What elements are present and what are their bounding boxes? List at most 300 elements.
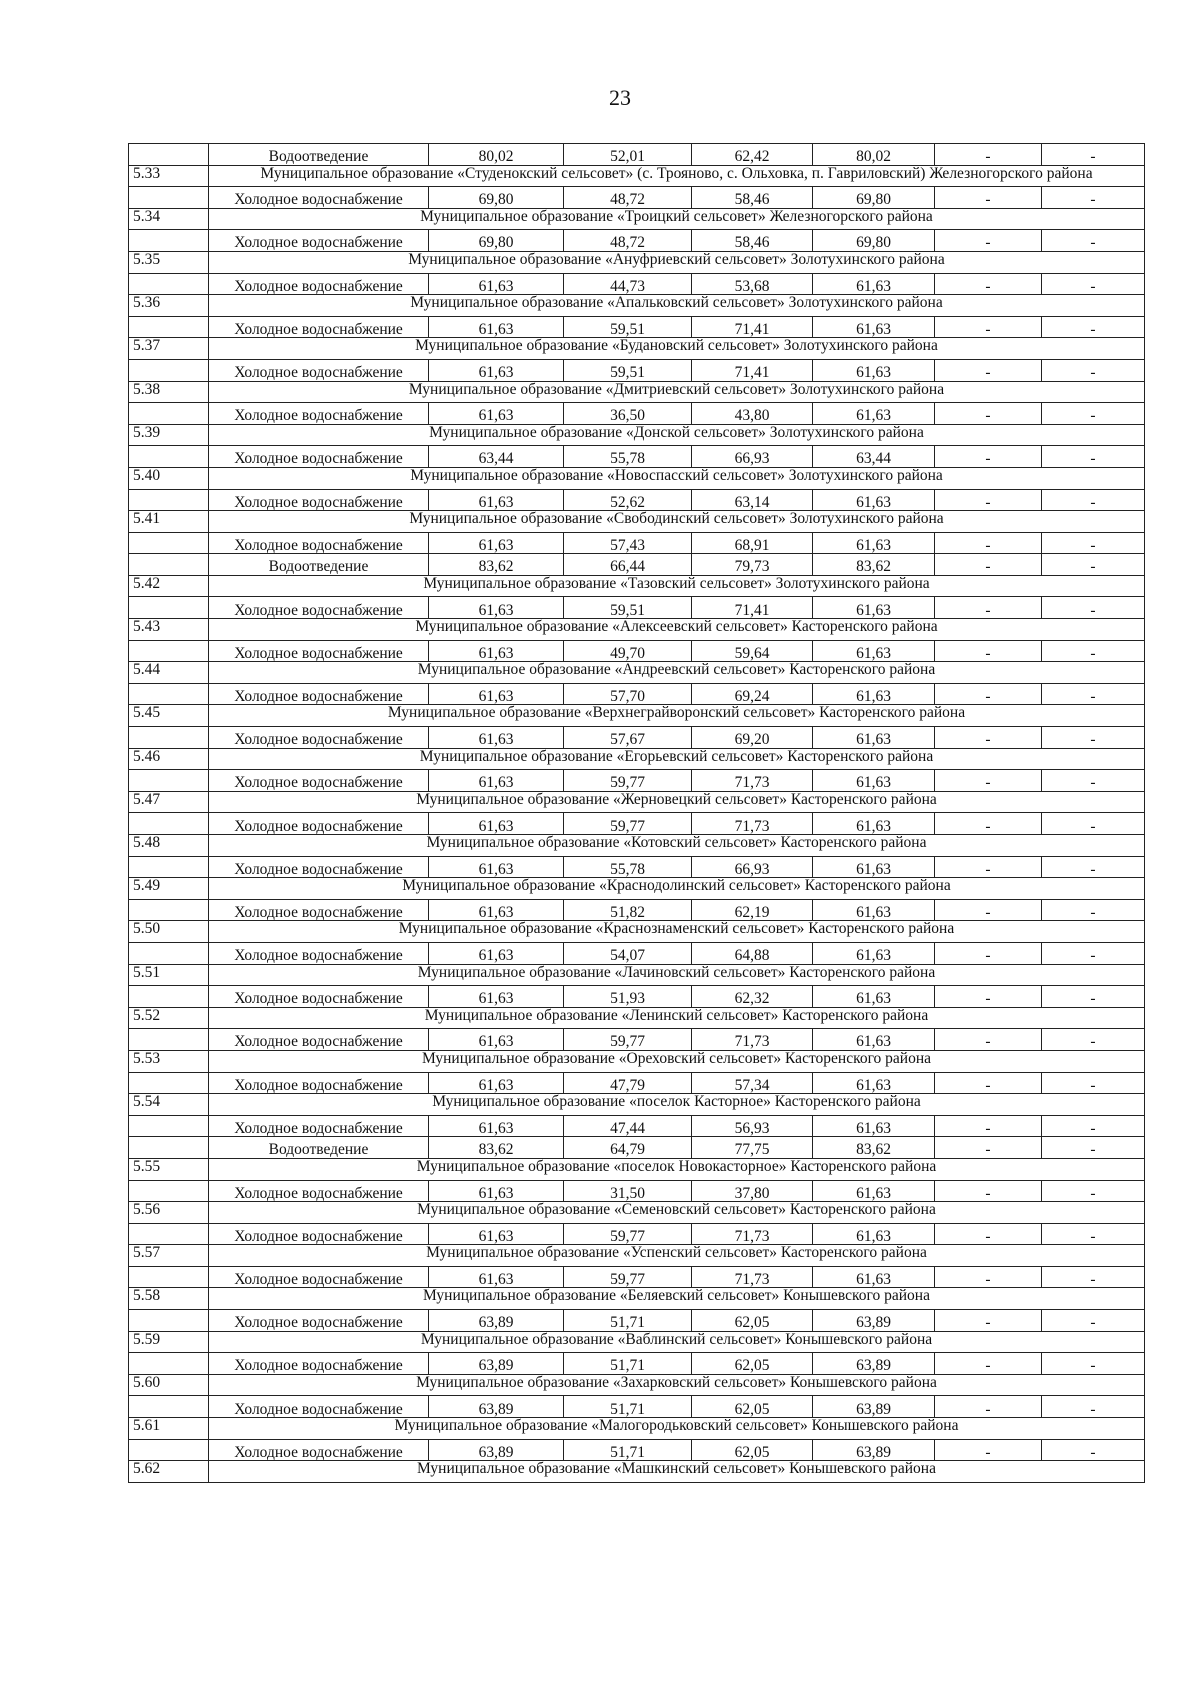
section-header-row [129,1418,1145,1440]
tariff-value: 62,05 [692,1353,813,1375]
municipality-title: Муниципальное образование «Машкинский сельсовет» Конышевского района [209,1461,1145,1483]
empty-value-cell: - [1042,316,1145,338]
section-number: 5.57 [129,1245,209,1267]
tariff-value: 61,63 [429,683,564,705]
tariff-value: 61,63 [429,1223,564,1245]
municipality-title: Муниципальное образование «Егорьевский сельсовет» Касторенского района [209,748,1145,770]
section-header-row [129,381,1145,403]
section-header-row [129,511,1145,533]
service-name: Холодное водоснабжение [209,489,429,511]
tariff-value: 52,01 [564,144,692,166]
table-row [129,770,1145,792]
municipality-title: Муниципальное образование «Жерновецкий сельсовет» Касторенского района [209,791,1145,813]
section-header-row [129,748,1145,770]
table-row [129,144,1145,166]
section-number: 5.34 [129,208,209,230]
tariff-value: 61,63 [429,1072,564,1094]
section-header-row [129,575,1145,597]
tariff-value: 61,63 [429,1266,564,1288]
section-number: 5.54 [129,1094,209,1116]
tariff-value: 71,73 [692,770,813,792]
tariff-value: 79,73 [692,554,813,576]
empty-value-cell: - [1042,813,1145,835]
empty-number-cell [129,230,209,252]
tariff-value: 48,72 [564,187,692,209]
section-header-row [129,295,1145,317]
table-row [129,683,1145,705]
table-row [129,489,1145,511]
municipality-title: Муниципальное образование «Ореховский сельсовет» Касторенского района [209,1050,1145,1072]
section-number: 5.33 [129,165,209,187]
empty-value-cell: - [1042,489,1145,511]
tariff-value: 56,93 [692,1115,813,1137]
section-number: 5.41 [129,511,209,533]
tariff-value: 61,63 [429,813,564,835]
section-header-row [129,1202,1145,1224]
tariff-value: 61,63 [429,273,564,295]
section-number: 5.59 [129,1331,209,1353]
empty-number-cell [129,1310,209,1332]
section-number: 5.60 [129,1374,209,1396]
empty-value-cell: - [1042,856,1145,878]
tariff-value: 31,50 [564,1180,692,1202]
tariff-value: 61,63 [429,1115,564,1137]
section-number: 5.35 [129,251,209,273]
section-header-row [129,1374,1145,1396]
service-name: Холодное водоснабжение [209,230,429,252]
service-name: Холодное водоснабжение [209,770,429,792]
tariff-value: 64,79 [564,1137,692,1159]
tariff-value: 57,43 [564,532,692,554]
tariff-value: 54,07 [564,942,692,964]
empty-value-cell: - [935,230,1042,252]
tariff-value: 61,63 [813,727,935,749]
section-number: 5.37 [129,338,209,360]
empty-value-cell: - [935,597,1042,619]
empty-value-cell: - [935,1115,1042,1137]
tariff-value: 61,63 [813,640,935,662]
tariff-value: 62,05 [692,1310,813,1332]
empty-value-cell: - [935,856,1042,878]
section-header-row [129,1094,1145,1116]
tariff-value: 61,63 [813,316,935,338]
empty-number-cell [129,1396,209,1418]
section-header-row [129,921,1145,943]
tariff-value: 43,80 [692,403,813,425]
empty-number-cell [129,1115,209,1137]
section-number: 5.61 [129,1418,209,1440]
section-number: 5.38 [129,381,209,403]
service-name: Холодное водоснабжение [209,187,429,209]
service-name: Холодное водоснабжение [209,942,429,964]
empty-value-cell: - [1042,1072,1145,1094]
tariff-value: 61,63 [429,640,564,662]
empty-value-cell: - [935,1353,1042,1375]
tariff-value: 37,80 [692,1180,813,1202]
empty-value-cell: - [1042,1115,1145,1137]
empty-value-cell: - [935,1223,1042,1245]
tariff-value: 59,77 [564,1029,692,1051]
tariff-value: 59,77 [564,1223,692,1245]
tariff-value: 59,51 [564,597,692,619]
tariff-value: 63,89 [429,1310,564,1332]
empty-value-cell: - [935,1266,1042,1288]
section-header-row [129,1288,1145,1310]
section-number: 5.43 [129,619,209,641]
table-row [129,1266,1145,1288]
empty-number-cell [129,597,209,619]
empty-value-cell: - [1042,1180,1145,1202]
service-name: Холодное водоснабжение [209,1180,429,1202]
tariff-value: 61,63 [813,986,935,1008]
empty-number-cell [129,187,209,209]
empty-value-cell: - [935,1396,1042,1418]
empty-value-cell: - [1042,986,1145,1008]
tariff-value: 59,77 [564,770,692,792]
tariff-value: 52,62 [564,489,692,511]
municipality-title: Муниципальное образование «Успенский сельсовет» Касторенского района [209,1245,1145,1267]
tariff-value: 61,63 [813,1180,935,1202]
tariff-value: 61,63 [429,532,564,554]
tariff-value: 55,78 [564,446,692,468]
section-number: 5.48 [129,835,209,857]
tariff-value: 51,71 [564,1439,692,1461]
section-header-row [129,878,1145,900]
tariff-value: 61,63 [429,316,564,338]
empty-value-cell: - [935,640,1042,662]
tariff-value: 47,44 [564,1115,692,1137]
empty-value-cell: - [935,489,1042,511]
empty-value-cell: - [1042,359,1145,381]
municipality-title: Муниципальное образование «Студенокский сельсовет» (с. Трояново, с. Ольховка, п. Гавриловский) Железногорского района [209,165,1145,187]
tariff-value: 36,50 [564,403,692,425]
empty-value-cell: - [935,554,1042,576]
municipality-title: Муниципальное образование «Ануфриевский сельсовет» Золотухинского района [209,251,1145,273]
empty-value-cell: - [935,532,1042,554]
empty-number-cell [129,856,209,878]
municipality-title: Муниципальное образование «поселок Новокасторное» Касторенского района [209,1158,1145,1180]
service-name: Холодное водоснабжение [209,316,429,338]
tariff-value: 61,63 [813,532,935,554]
tariff-value: 61,63 [813,489,935,511]
section-number: 5.53 [129,1050,209,1072]
tariff-value: 57,70 [564,683,692,705]
municipality-title: Муниципальное образование «Краснодолинский сельсовет» Касторенского района [209,878,1145,900]
section-header-row [129,1245,1145,1267]
municipality-title: Муниципальное образование «Котовский сельсовет» Касторенского района [209,835,1145,857]
empty-value-cell: - [935,1029,1042,1051]
section-number: 5.44 [129,662,209,684]
municipality-title: Муниципальное образование «Семеновский сельсовет» Касторенского района [209,1202,1145,1224]
tariff-value: 69,80 [429,230,564,252]
empty-value-cell: - [1042,187,1145,209]
tariff-value: 61,63 [813,1223,935,1245]
service-name: Холодное водоснабжение [209,1439,429,1461]
empty-value-cell: - [935,1072,1042,1094]
tariff-value: 47,79 [564,1072,692,1094]
empty-value-cell: - [1042,683,1145,705]
tariff-table-body [129,144,1145,1483]
tariff-value: 63,89 [429,1396,564,1418]
municipality-title: Муниципальное образование «Ваблинский сельсовет» Конышевского района [209,1331,1145,1353]
tariff-value: 61,63 [429,597,564,619]
section-header-row [129,165,1145,187]
service-name: Холодное водоснабжение [209,1029,429,1051]
tariff-value: 61,63 [813,597,935,619]
empty-number-cell [129,1223,209,1245]
service-name: Холодное водоснабжение [209,727,429,749]
section-number: 5.40 [129,467,209,489]
empty-number-cell [129,273,209,295]
section-number: 5.51 [129,964,209,986]
tariff-value: 61,63 [429,489,564,511]
empty-value-cell: - [935,1310,1042,1332]
service-name: Холодное водоснабжение [209,856,429,878]
table-row [129,1115,1145,1137]
tariff-value: 62,32 [692,986,813,1008]
service-name: Холодное водоснабжение [209,359,429,381]
empty-number-cell [129,986,209,1008]
empty-number-cell [129,1029,209,1051]
tariff-value: 66,44 [564,554,692,576]
section-number: 5.58 [129,1288,209,1310]
empty-value-cell: - [935,727,1042,749]
municipality-title: Муниципальное образование «Троицкий сельсовет» Железногорского района [209,208,1145,230]
tariff-value: 61,63 [429,1029,564,1051]
section-number: 5.46 [129,748,209,770]
tariff-value: 63,44 [429,446,564,468]
empty-value-cell: - [1042,1396,1145,1418]
section-header-row [129,424,1145,446]
tariff-value: 63,44 [813,446,935,468]
tariff-value: 62,05 [692,1439,813,1461]
section-header-row [129,338,1145,360]
tariff-value: 51,71 [564,1353,692,1375]
empty-number-cell [129,1353,209,1375]
municipality-title: Муниципальное образование «Беляевский сельсовет» Конышевского района [209,1288,1145,1310]
service-name: Водоотведение [209,144,429,166]
section-header-row [129,835,1145,857]
empty-value-cell: - [935,1439,1042,1461]
table-row [129,187,1145,209]
empty-value-cell: - [1042,1439,1145,1461]
tariff-value: 68,91 [692,532,813,554]
empty-value-cell: - [935,403,1042,425]
municipality-title: Муниципальное образование «Ленинский сельсовет» Касторенского района [209,1007,1145,1029]
empty-number-cell [129,316,209,338]
tariff-value: 71,73 [692,1266,813,1288]
tariff-table [128,143,1145,1483]
tariff-value: 61,63 [429,727,564,749]
empty-value-cell: - [1042,230,1145,252]
table-row [129,899,1145,921]
service-name: Холодное водоснабжение [209,813,429,835]
municipality-title: Муниципальное образование «Андреевский сельсовет» Касторенского района [209,662,1145,684]
service-name: Холодное водоснабжение [209,683,429,705]
service-name: Холодное водоснабжение [209,1353,429,1375]
section-header-row [129,1331,1145,1353]
tariff-value: 63,89 [429,1439,564,1461]
tariff-value: 71,41 [692,359,813,381]
empty-value-cell: - [1042,273,1145,295]
tariff-value: 51,82 [564,899,692,921]
section-header-row [129,1461,1145,1483]
section-number: 5.56 [129,1202,209,1224]
section-number: 5.39 [129,424,209,446]
section-header-row [129,208,1145,230]
section-number: 5.42 [129,575,209,597]
municipality-title: Муниципальное образование «поселок Касторное» Касторенского района [209,1094,1145,1116]
tariff-value: 71,73 [692,1029,813,1051]
empty-value-cell: - [935,446,1042,468]
tariff-value: 44,73 [564,273,692,295]
tariff-value: 61,63 [813,770,935,792]
tariff-value: 64,88 [692,942,813,964]
tariff-value: 53,68 [692,273,813,295]
empty-number-cell [129,1072,209,1094]
table-row [129,446,1145,468]
empty-number-cell [129,727,209,749]
service-name: Холодное водоснабжение [209,1396,429,1418]
table-row [129,554,1145,576]
table-row [129,1310,1145,1332]
municipality-title: Муниципальное образование «Малогородьковский сельсовет» Конышевского района [209,1418,1145,1440]
empty-value-cell: - [1042,144,1145,166]
municipality-title: Муниципальное образование «Дмитриевский сельсовет» Золотухинского района [209,381,1145,403]
empty-value-cell: - [1042,770,1145,792]
table-row [129,1396,1145,1418]
empty-value-cell: - [935,359,1042,381]
service-name: Холодное водоснабжение [209,640,429,662]
tariff-value: 59,77 [564,1266,692,1288]
empty-value-cell: - [1042,1223,1145,1245]
municipality-title: Муниципальное образование «Верхнеграйворонский сельсовет» Касторенского района [209,705,1145,727]
tariff-value: 57,67 [564,727,692,749]
municipality-title: Муниципальное образование «Краснознаменский сельсовет» Касторенского района [209,921,1145,943]
empty-number-cell [129,532,209,554]
empty-number-cell [129,1266,209,1288]
empty-value-cell: - [1042,597,1145,619]
tariff-value: 62,19 [692,899,813,921]
section-header-row [129,1158,1145,1180]
service-name: Водоотведение [209,554,429,576]
page-number: 23 [609,85,631,110]
tariff-value: 63,89 [813,1396,935,1418]
table-row [129,942,1145,964]
tariff-value: 66,93 [692,856,813,878]
tariff-value: 58,46 [692,230,813,252]
empty-value-cell: - [935,986,1042,1008]
tariff-value: 62,05 [692,1396,813,1418]
empty-value-cell: - [935,899,1042,921]
municipality-title: Муниципальное образование «Захарковский сельсовет» Конышевского района [209,1374,1145,1396]
tariff-value: 69,80 [429,187,564,209]
tariff-value: 69,80 [813,187,935,209]
tariff-value: 63,89 [429,1353,564,1375]
municipality-title: Муниципальное образование «Свободинский сельсовет» Золотухинского района [209,511,1145,533]
municipality-title: Муниципальное образование «Тазовский сельсовет» Золотухинского района [209,575,1145,597]
service-name: Холодное водоснабжение [209,403,429,425]
empty-number-cell [129,813,209,835]
tariff-value: 59,64 [692,640,813,662]
tariff-value: 61,63 [429,856,564,878]
tariff-value: 63,89 [813,1439,935,1461]
section-header-row [129,964,1145,986]
empty-value-cell: - [1042,532,1145,554]
tariff-value: 62,42 [692,144,813,166]
section-header-row [129,619,1145,641]
tariff-value: 61,63 [813,1029,935,1051]
tariff-value: 61,63 [813,359,935,381]
tariff-value: 83,62 [429,554,564,576]
municipality-title: Муниципальное образование «Апальковский сельсовет» Золотухинского района [209,295,1145,317]
empty-value-cell: - [1042,403,1145,425]
tariff-value: 51,71 [564,1396,692,1418]
service-name: Холодное водоснабжение [209,446,429,468]
service-name: Холодное водоснабжение [209,1310,429,1332]
tariff-value: 48,72 [564,230,692,252]
table-row [129,230,1145,252]
section-number: 5.47 [129,791,209,813]
table-row [129,1180,1145,1202]
tariff-value: 61,63 [429,986,564,1008]
empty-number-cell [129,770,209,792]
tariff-value: 49,70 [564,640,692,662]
empty-value-cell: - [935,187,1042,209]
tariff-value: 59,51 [564,316,692,338]
empty-number-cell [129,942,209,964]
tariff-value: 61,63 [429,1180,564,1202]
tariff-value: 61,63 [813,1115,935,1137]
empty-number-cell [129,554,209,576]
section-number: 5.55 [129,1158,209,1180]
tariff-value: 61,63 [813,942,935,964]
municipality-title: Муниципальное образование «Новоспасский сельсовет» Золотухинского района [209,467,1145,489]
tariff-value: 61,63 [429,359,564,381]
service-name: Холодное водоснабжение [209,1115,429,1137]
tariff-value: 61,63 [813,683,935,705]
empty-value-cell: - [1042,446,1145,468]
table-row [129,813,1145,835]
table-row [129,359,1145,381]
tariff-value: 69,80 [813,230,935,252]
tariff-value: 63,14 [692,489,813,511]
municipality-title: Муниципальное образование «Донской сельсовет» Золотухинского района [209,424,1145,446]
empty-value-cell: - [935,273,1042,295]
table-row [129,532,1145,554]
tariff-value: 63,89 [813,1353,935,1375]
empty-number-cell [129,359,209,381]
table-row [129,640,1145,662]
section-number: 5.49 [129,878,209,900]
service-name: Холодное водоснабжение [209,1072,429,1094]
tariff-value: 71,73 [692,813,813,835]
service-name: Холодное водоснабжение [209,597,429,619]
tariff-value: 80,02 [813,144,935,166]
tariff-value: 55,78 [564,856,692,878]
tariff-value: 59,77 [564,813,692,835]
tariff-value: 71,41 [692,316,813,338]
tariff-value: 51,93 [564,986,692,1008]
section-header-row [129,705,1145,727]
empty-number-cell [129,899,209,921]
tariff-value: 71,41 [692,597,813,619]
tariff-value: 83,62 [813,554,935,576]
section-number: 5.45 [129,705,209,727]
table-row [129,403,1145,425]
tariff-value: 61,63 [429,403,564,425]
section-number: 5.52 [129,1007,209,1029]
